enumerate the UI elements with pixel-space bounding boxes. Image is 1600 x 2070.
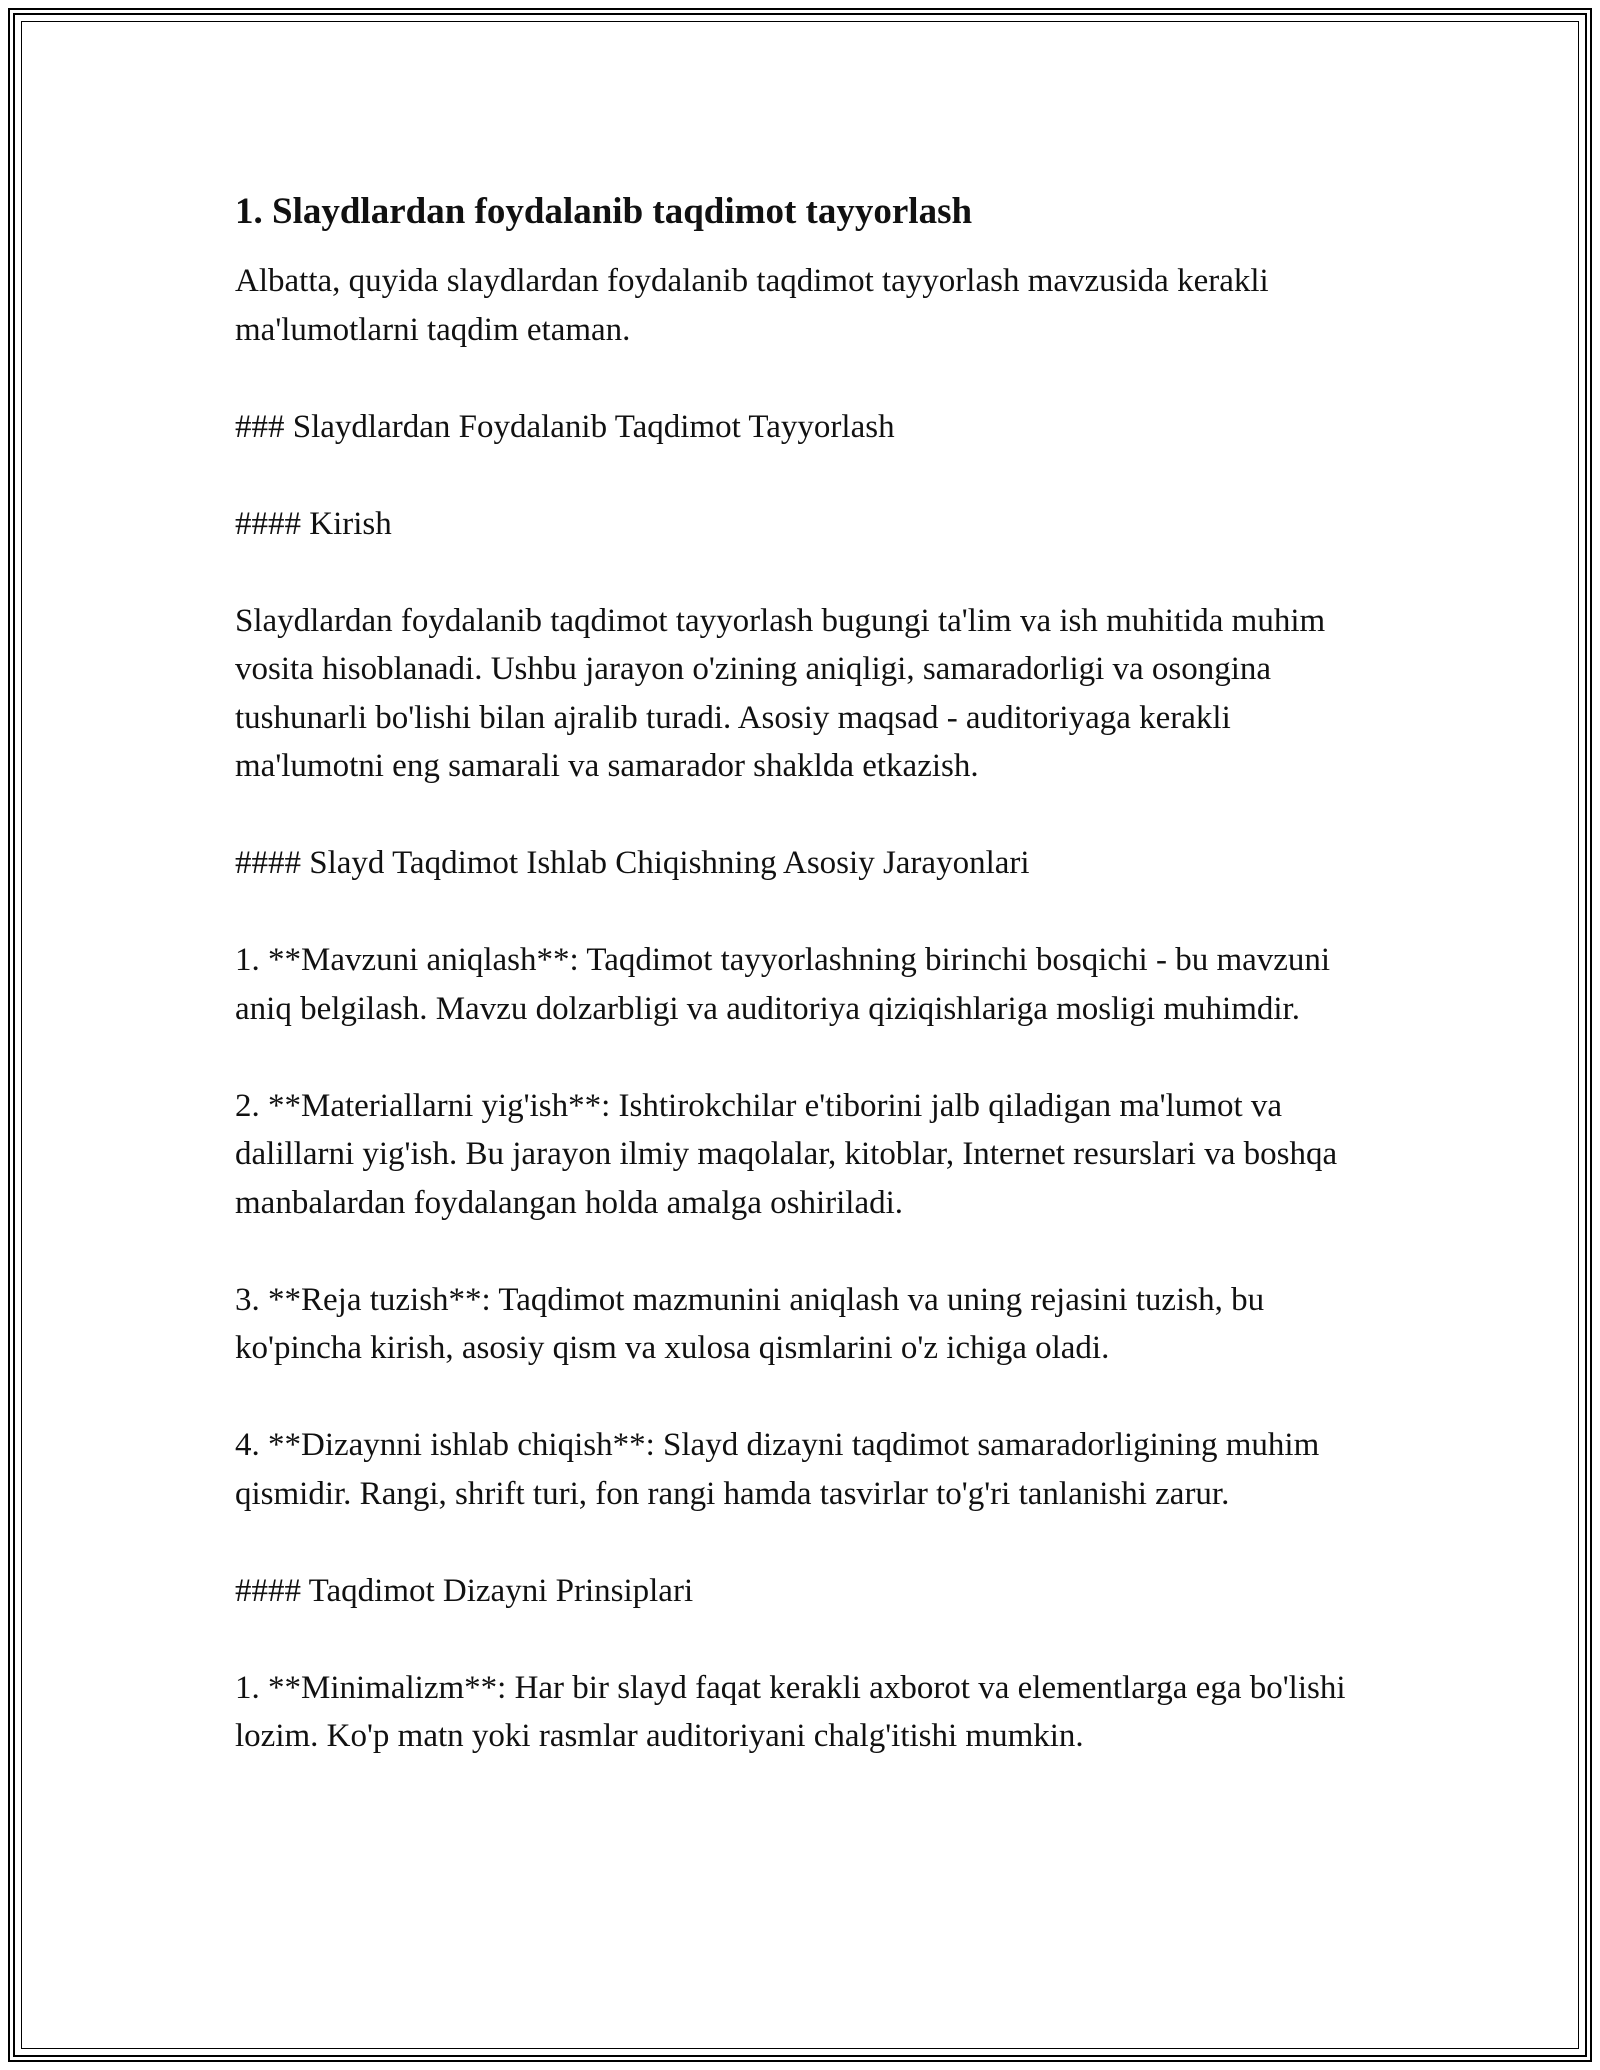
list-item-materiallarni-yigish: 2. **Materiallarni yig'ish**: Ishtirokchilar e'tiborini jalb qiladigan ma'lumot va dalillarni yig'ish. Bu jarayon ilmiy maqolalar, kitoblar, Internet resurslari va boshqa manbalardan foydalangan holda amalga oshiriladi. [235, 1087, 1338, 1221]
list-item-reja-tuzish: 3. **Reja tuzish**: Taqdimot mazmunini aniqlash va uning rejasini tuzish, bu ko'pincha kirish, asosiy qism va xulosa qismlarini o'z ichiga oladi. [235, 1281, 1265, 1366]
subsection-heading-kirish: #### Kirish [235, 505, 392, 542]
kirish-paragraph: Slaydlardan foydalanib taqdimot tayyorlash bugungi ta'lim va ish muhitida muhim vosita hisoblanadi. Ushbu jarayon o'zining aniqligi, samaradorligi va osongina tushunarli bo'lishi bilan ajralib turadi. Asosiy maqsad - auditoriyaga kerakli ma'lumotni eng samarali va samarador shaklda etkazish. [235, 602, 1326, 784]
subsection-heading-jarayonlar: #### Slayd Taqdimot Ishlab Chiqishning Asosiy Jarayonlari [235, 845, 1030, 881]
intro-paragraph: Albatta, quyida slaydlardan foydalanib taqdimot tayyorlash mavzusida kerakli ma'lumotlarni taqdim etaman. [235, 263, 1269, 348]
list-item-minimalizm: 1. **Minimalizm**: Har bir slayd faqat kerakli axborot va elementlarga ega bo'lishi lozim. Ko'p matn yoki rasmlar auditoriyani chalg'itishi mumkin. [235, 1669, 1346, 1754]
document-title: 1. Slaydlardan foydalanib taqdimot tayyorlash [235, 191, 973, 232]
document-body [235, 185, 1385, 1809]
section-heading-line: ### Slaydlardan Foydalanib Taqdimot Tayyorlash [235, 408, 895, 445]
list-item-mavzuni-aniqlash: 1. **Mavzuni aniqlash**: Taqdimot tayyorlashning birinchi bosqichi - bu mavzuni aniq belgilash. Mavzu dolzarbligi va auditoriya qiziqishlariga mosligi muhimdir. [235, 942, 1331, 1027]
list-item-dizaynni-ishlab-chiqish: 4. **Dizaynni ishlab chiqish**: Slayd dizayni taqdimot samaradorligining muhim qismidir. Rangi, shrift turi, fon rangi hamda tasvirlar to'g'ri tanlanishi zarur. [235, 1427, 1320, 1512]
subsection-heading-dizayn-prinsiplari: #### Taqdimot Dizayni Prinsiplari [235, 1572, 694, 1609]
